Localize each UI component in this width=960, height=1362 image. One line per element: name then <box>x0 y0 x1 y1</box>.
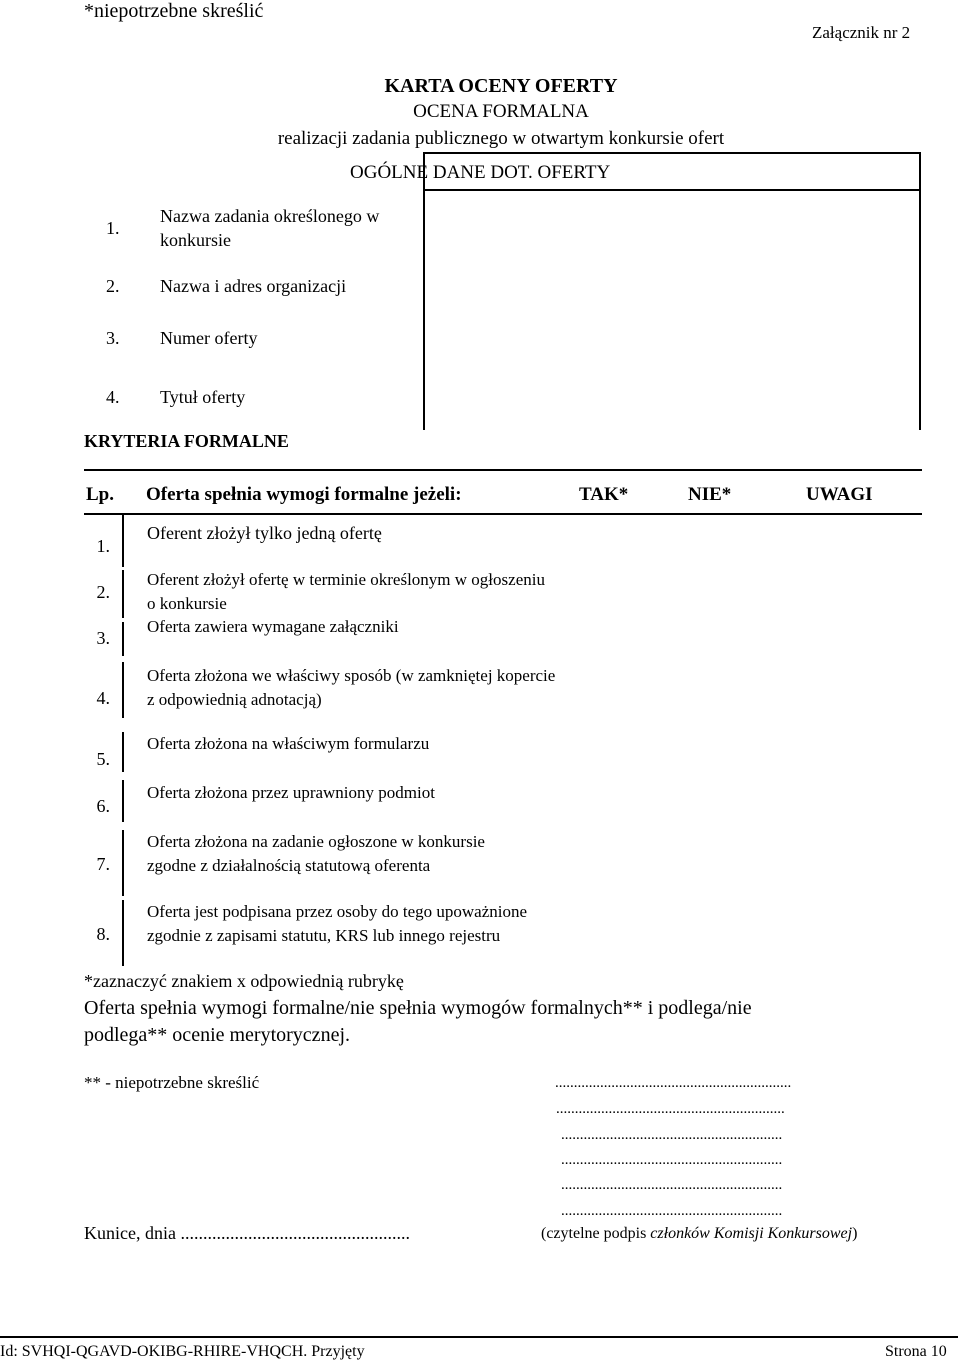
signature-line: ........................................................... <box>561 1203 783 1219</box>
footer-id: Id: SVHQI-QGAVD-OKIBG-RHIRE-VHQCH. Przyjęty <box>0 1343 365 1360</box>
criteria-row-text: Oferta złożona we właściwy sposób (w zamkniętej kopercie z odpowiednią adnotacją) <box>147 666 556 709</box>
general-row-label: Nazwa zadania określonego w konkursie <box>160 206 380 250</box>
signature-caption-italic: członków Komisji Konkursowej <box>650 1225 853 1242</box>
criteria-row-text: Oferta złożona na zadanie ogłoszone w konkursie zgodne z działalnością statutową oferenta <box>147 832 485 875</box>
mark-note: *zaznaczyć znakiem x odpowiednią rubrykę <box>84 971 404 991</box>
general-row-label: Nazwa i adres organizacji <box>160 276 347 296</box>
criteria-title: KRYTERIA FORMALNE <box>84 431 289 451</box>
footer-page: Strona 10 <box>885 1343 947 1360</box>
signature-caption-post: ) <box>852 1225 858 1242</box>
page-subtitle: OCENA FORMALNA <box>413 101 589 122</box>
signature-caption-pre: (czytelne podpis <box>541 1225 651 1242</box>
criteria-row-number: 7. <box>96 854 110 874</box>
general-row-number: 2. <box>106 276 120 296</box>
signature-line: ........................................................... <box>561 1152 783 1168</box>
conclusion-line-2: podlega** ocenie merytorycznej. <box>84 1024 350 1046</box>
general-row-label: Numer oferty <box>160 328 258 348</box>
general-row-number: 3. <box>106 328 120 348</box>
general-row-number: 1. <box>106 218 120 238</box>
criteria-header-notes: UWAGI <box>806 484 873 505</box>
page-subtitle-2: realizacji zadania publicznego w otwartym konkursie ofert <box>277 128 725 149</box>
signature-line: ........................................................... <box>561 1177 783 1193</box>
general-row-number: 4. <box>106 387 120 407</box>
strike-note: ** - niepotrzebne skreślić <box>84 1073 260 1092</box>
criteria-row-number: 8. <box>96 924 110 944</box>
criteria-row-text: Oferta zawiera wymagane załączniki <box>147 617 399 636</box>
place-date: Kunice, dnia ................................................... <box>84 1223 410 1243</box>
page-title: KARTA OCENY OFERTY <box>384 75 618 97</box>
criteria-row-number: 6. <box>96 796 110 816</box>
attachment-label: Załącznik nr 2 <box>812 23 911 42</box>
criteria-row-number: 3. <box>96 628 110 648</box>
criteria-row-text: Oferent złożył ofertę w terminie określonym w ogłoszeniu o konkursie <box>147 570 545 613</box>
conclusion-line-1: Oferta spełnia wymogi formalne/nie spełnia wymogów formalnych** i podlega/nie <box>84 997 752 1019</box>
footer-rule <box>0 1336 958 1338</box>
criteria-header-no: NIE* <box>688 484 732 505</box>
criteria-header-lp: Lp. <box>86 484 114 505</box>
criteria-row-number: 2. <box>96 582 110 602</box>
criteria-row-text: Oferta jest podpisana przez osoby do tego upoważnione zgodnie z zapisami statutu, KRS lub innego rejestru <box>147 902 528 945</box>
criteria-row-number: 5. <box>96 749 110 769</box>
signature-line: ............................................................. <box>556 1101 785 1117</box>
criteria-row-text: Oferta złożona na właściwym formularzu <box>147 734 430 753</box>
general-row-label: Tytuł oferty <box>160 387 246 407</box>
criteria-row-text: Oferent złożył tylko jedną ofertę <box>147 523 382 543</box>
criteria-header-yes: TAK* <box>579 484 629 505</box>
general-data-header: OGÓLNE DANE DOT. OFERTY <box>350 162 611 183</box>
signature-caption <box>541 1225 857 1243</box>
criteria-header-requirement: Oferta spełnia wymogi formalne jeżeli: <box>146 484 462 505</box>
criteria-row-text: Oferta złożona przez uprawniony podmiot <box>147 783 435 802</box>
criteria-row-number: 1. <box>96 536 110 556</box>
signature-line: ............................................................... <box>555 1075 792 1091</box>
top-note: *niepotrzebne skreślić <box>84 0 264 22</box>
signature-line: ........................................................... <box>561 1127 783 1143</box>
criteria-row-number: 4. <box>96 688 110 708</box>
